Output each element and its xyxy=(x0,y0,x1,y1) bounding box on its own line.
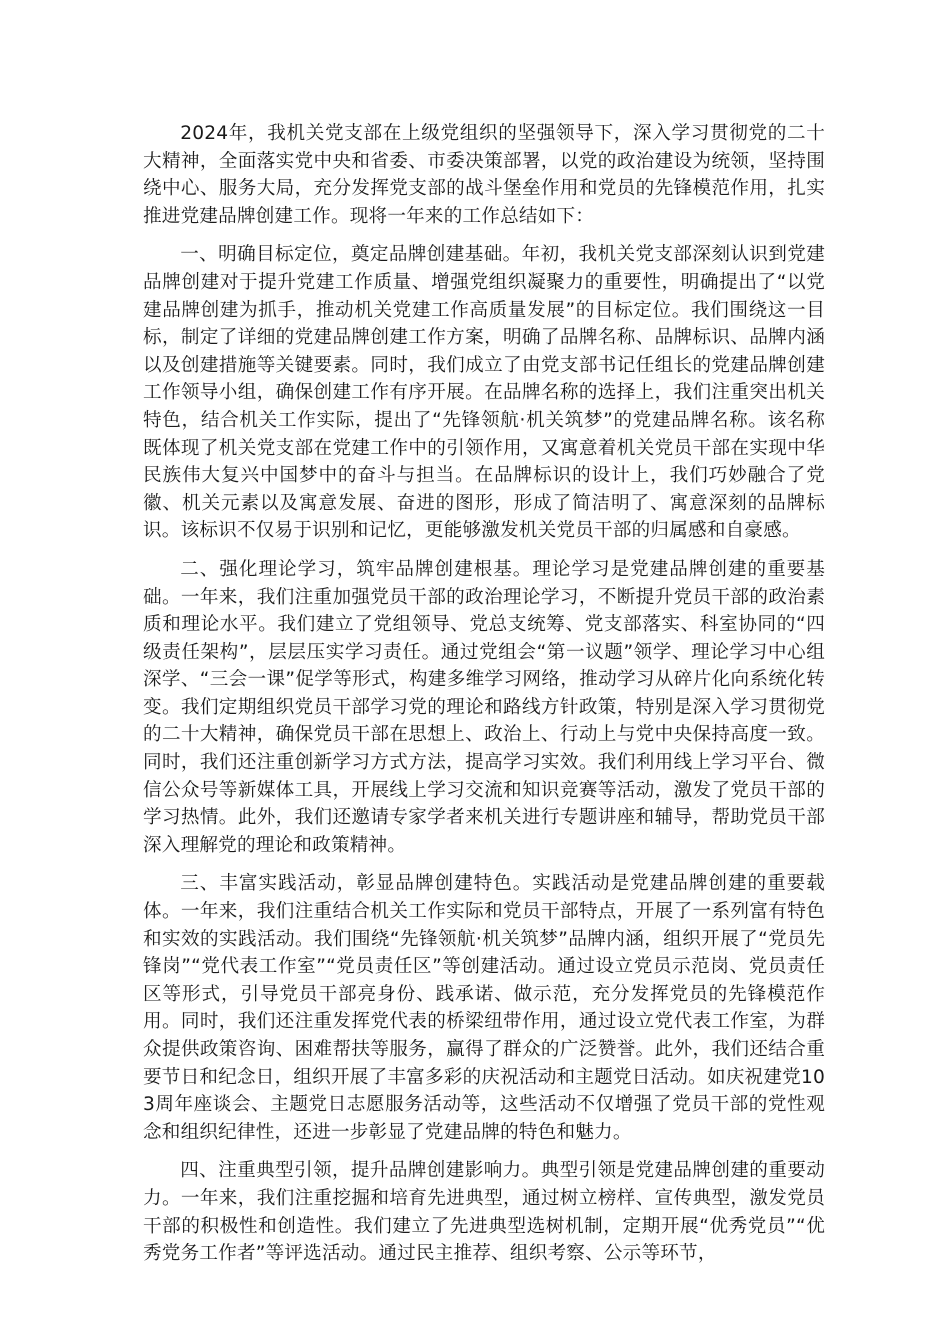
paragraph-section-4: 四、注重典型引领，提升品牌创建影响力。典型引领是党建品牌创建的重要动力。一年来，我们注重挖掘和培育先进典型，通过树立榜样、宣传典型，激发党员干部的积极性和创造性。我们建立了先进典型选树机制，定期开展“优秀党员”“优秀党务工作者”等评选活动。通过民主推荐、组织考察、公示等环节， xyxy=(143,1160,825,1265)
paragraph-section-1: 一、明确目标定位，奠定品牌创建基础。年初，我机关党支部深刻认识到党建品牌创建对于提升党建工作质量、增强党组织凝聚力的重要性，明确提出了“以党建品牌创建为抓手，推动机关党建工作高质量发展”的目标定位。我们围绕这一目标，制定了详细的党建品牌创建工作方案，明确了品牌名称、品牌标识、品牌内涵以及创建措施等关键要素。同时，我们成立了由党支部书记任组长的党建品牌创建工作领导小组，确保创建工作有序开展。在品牌名称的选择上，我们注重突出机关特色，结合机关工作实际，提出了“先锋领航·机关筑梦”的党建品牌名称。该名称既体现了机关党支部在党建工作中的引领作用，又寓意着机关党员干部在实现中华民族伟大复兴中国梦中的奋斗与担当。在品牌标识的设计上，我们巧妙融合了党徽、机关元素以及寓意发展、奋进的图形，形成了简洁明了、寓意深刻的品牌标识。该标识不仅易于识别和记忆，更能够激发机关党员干部的归属感和自豪感。 xyxy=(143,244,825,542)
paragraph-intro: 2024年，我机关党支部在上级党组织的坚强领导下，深入学习贯彻党的二十大精神，全面落实党中央和省委、市委决策部署，以党的政治建设为统领，坚持围绕中心、服务大局，充分发挥党支部的战斗堡垒作用和党员的先锋模范作用，扎实推进党建品牌创建工作。现将一年来的工作总结如下： xyxy=(143,123,825,227)
document-body xyxy=(143,120,825,1279)
paragraph-section-2: 二、强化理论学习，筑牢品牌创建根基。理论学习是党建品牌创建的重要基础。一年来，我们注重加强党员干部的政治理论学习，不断提升党员干部的政治素质和理论水平。我们建立了党组领导、党总支统筹、党支部落实、科室协同的“四级责任架构”，层层压实学习责任。通过党组会“第一议题”领学、理论学习中心组深学、“三会一课”促学等形式，构建多维学习网络，推动学习从碎片化向系统化转变。我们定期组织党员干部学习党的理论和路线方针政策，特别是深入学习贯彻党的二十大精神，确保党员干部在思想上、政治上、行动上与党中央保持高度一致。同时，我们还注重创新学习方式方法，提高学习实效。我们利用线上学习平台、微信公众号等新媒体工具，开展线上学习交流和知识竞赛等活动，激发了党员干部的学习热情。此外，我们还邀请专家学者来机关进行专题讲座和辅导，帮助党员干部深入理解党的理论和政策精神。 xyxy=(143,558,825,856)
paragraph-section-3: 三、丰富实践活动，彰显品牌创建特色。实践活动是党建品牌创建的重要载体。一年来，我们注重结合机关工作实际和党员干部特点，开展了一系列富有特色和实效的实践活动。我们围绕“先锋领航·机关筑梦”品牌内涵，组织开展了“党员先锋岗”“党代表工作室”“党员责任区”等创建活动。通过设立党员示范岗、党员责任区等形式，引导党员干部亮身份、践承诺、做示范，充分发挥党员的先锋模范作用。同时，我们还注重发挥党代表的桥梁纽带作用，通过设立党代表工作室，为群众提供政策咨询、困难帮扶等服务，赢得了群众的广泛赞誉。此外，我们还结合重要节日和纪念日，组织开展了丰富多彩的庆祝活动和主题党日活动。如庆祝建党103周年座谈会、主题党日志愿服务活动等，这些活动不仅增强了党员干部的党性观念和组织纪律性，还进一步彰显了党建品牌的特色和魅力。 xyxy=(143,873,825,1143)
